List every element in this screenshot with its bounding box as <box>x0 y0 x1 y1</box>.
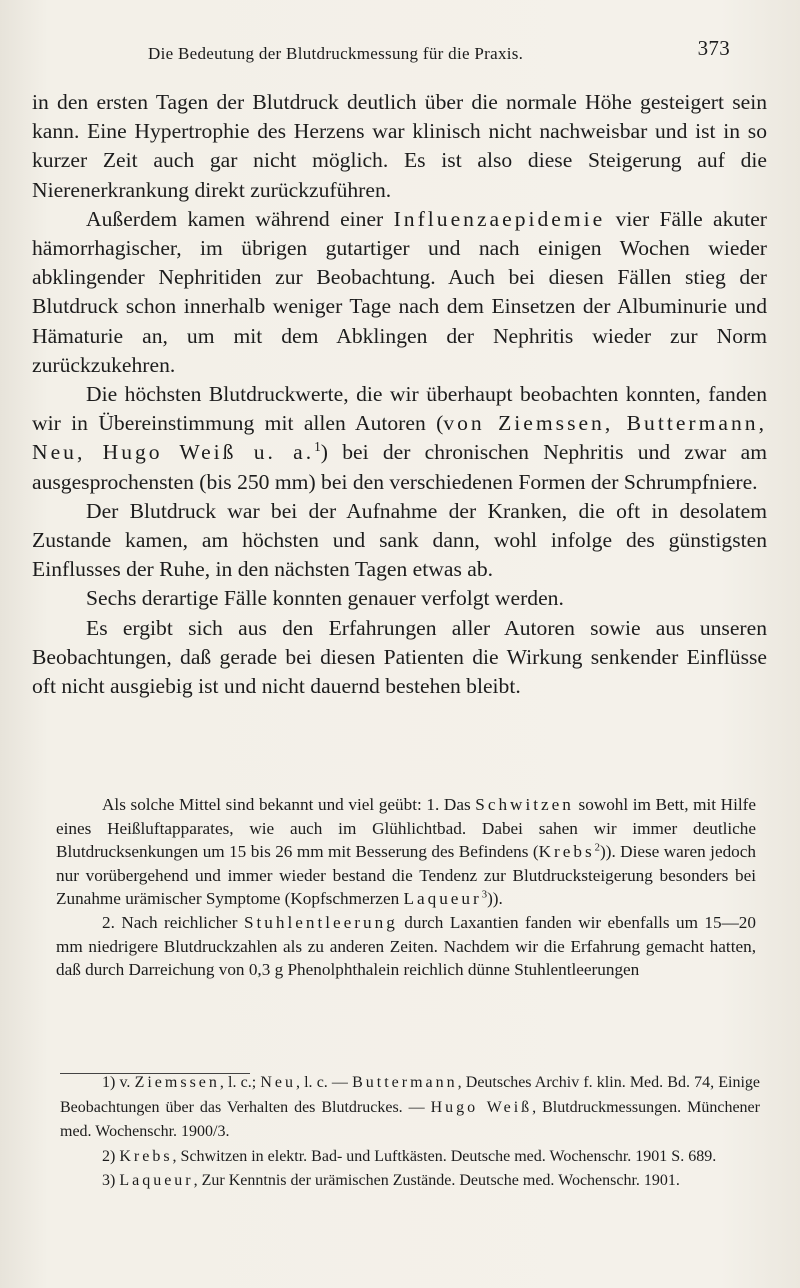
footnote-1 <box>60 1071 760 1145</box>
small-paragraph-1-text-c: )). Diese waren jedoch nur vorübergehend und immer wieder bestand die Tendenz zur Blutdrucksteigerung besonders bei Zunahme urämischer Symptome (Kopfschmerzen <box>56 842 756 909</box>
footnote-1-mark: 1) v. <box>102 1074 135 1091</box>
paragraph-6-text: Es ergibt sich aus den Erfahrungen aller Autoren sowie aus unseren Beobachtungen, daß gerade bei diesen Patienten die Wirkung senkender Einflüsse oft nicht ausgiebig ist und nicht dauernd bestehen bleibt. <box>32 615 767 699</box>
footnote-1-author-c: Buttermann <box>352 1074 458 1091</box>
author-laqueur: Laqueur <box>403 889 482 909</box>
schwitzen-term: Schwitzen <box>475 795 574 814</box>
paragraph-2-text-a: Außerdem kamen während einer <box>86 206 394 231</box>
main-text <box>32 88 767 701</box>
paragraph-2 <box>32 205 767 380</box>
small-paragraph-1 <box>56 793 756 911</box>
influenzaepidemie-term: Influenzaepidemie <box>393 206 606 231</box>
footnote-ref-1: 1 <box>314 439 321 455</box>
footnote-1-text-d: , Blutdruckmessungen. Münchener med. Wochenschr. 1900/3. <box>60 1098 760 1141</box>
author-krebs: Krebs <box>538 842 595 862</box>
footnote-2-mark: 2) <box>102 1147 120 1165</box>
footnote-ref-3: 3 <box>481 889 488 901</box>
small-paragraph-2 <box>56 911 756 982</box>
footnote-1-author-b: Neu <box>260 1074 296 1091</box>
footnote-3-mark: 3) <box>102 1172 120 1190</box>
small-paragraph-1-text-b: sowohl im Bett, mit Hilfe eines Heißluftapparates, wie auch im Glühlichtbad. Dabei sahen wir immer deutliche Blutdrucksenkungen um 15 bis 26 mm mit Besserung des Befindens ( <box>56 795 756 862</box>
paragraph-6 <box>32 614 767 702</box>
small-paragraph-2-text-b: durch Laxantien fanden wir ebenfalls um 15—20 mm niedrigere Blutdruckzahlen als zu anderen Zeiten. Nachdem wir die Erfahrung gemacht hatten, daß durch Darreichung von 0,3 g Phenolphthalein reichlich dünne Stuhlentleerungen <box>56 912 756 980</box>
footnote-2 <box>60 1145 760 1170</box>
footnote-3 <box>60 1169 760 1194</box>
stuhlentleerung-term: Stuhlentleerung <box>243 912 398 932</box>
small-paragraph-1-text-a: Als solche Mittel sind bekannt und viel geübt: 1. Das <box>102 795 476 814</box>
paragraph-3-text-b: ) bei der chronischen Nephritis und zwar am ausgesprochensten (bis 250 mm) bei den verschiedenen Formen der Schrumpfniere. <box>32 440 767 494</box>
footnote-1-author-d: Hugo Weiß <box>430 1098 533 1116</box>
footnote-1-author-a: Ziemssen <box>134 1074 220 1091</box>
small-paragraph-1-text-d: )). <box>487 889 503 909</box>
footnote-3-text: , Zur Kenntnis der urämischen Zustände. Deutsche med. Wochenschr. 1901. <box>193 1172 680 1190</box>
paragraph-1 <box>32 88 767 205</box>
page-header <box>148 36 760 66</box>
footnote-2-author: Krebs <box>119 1147 173 1165</box>
paragraph-5 <box>32 584 767 613</box>
footnote-1-text-c: , Deutsches Archiv f. klin. Med. Bd. 74, Einige Beobachtungen über das Verhalten des Blutdruckes. — <box>60 1074 761 1116</box>
paragraph-2-text-b: vier Fälle akuter hämorrhagischer, im übrigen gutartiger und nach einigen Wochen wieder abklingender Nephritiden zur Beobachtung. Auch bei diesen Fällen stieg der Blutdruck schon innerhalb weniger Tage nach dem Einsetzen der Albuminurie und Hämaturie an, um mit dem Abklingen der Nephritis wieder zur Norm zurückzukehren. <box>32 206 768 377</box>
footnote-1-text-a: , l. c.; <box>219 1074 261 1091</box>
paragraph-3 <box>32 380 767 497</box>
footnotes <box>60 1071 760 1194</box>
author-names: von Ziemssen, Buttermann, Neu, Hugo Weiß u. a. <box>32 411 767 465</box>
paragraph-4 <box>32 497 767 585</box>
footnote-3-author: Laqueur <box>119 1172 194 1190</box>
small-paragraph-2-text-a: 2. Nach reichlicher <box>102 912 244 932</box>
paragraph-1-text: in den ersten Tagen der Blutdruck deutlich über die normale Höhe gesteigert sein kann. Eine Hypertrophie des Herzens war klinisch nicht nachweisbar und ist in so kurzer Zeit auch gar nicht möglich. Es ist also diese Steigerung auf die Nierenerkrankung direkt zurückzuführen. <box>32 90 767 202</box>
paragraph-3-text-a: Die höchsten Blutdruckwerte, die wir überhaupt beobachten konnten, fanden wir in Übereinstimmung mit allen Autoren ( <box>32 382 767 436</box>
paragraph-4-text: Der Blutdruck war bei der Aufnahme der Kranken, die oft in desolatem Zustande kamen, am höchsten und sank dann, wohl infolge des günstigsten Einflusses der Ruhe, in den nächsten Tagen etwas ab. <box>32 498 767 582</box>
paragraph-5-text: Sechs derartige Fälle konnten genauer verfolgt werden. <box>86 586 564 611</box>
footnote-ref-2: 2 <box>594 842 600 854</box>
page-number: 373 <box>697 36 730 60</box>
footnote-2-text: , Schwitzen in elektr. Bad- und Luftkästen. Deutsche med. Wochenschr. 1901 S. 689. <box>172 1147 717 1165</box>
small-print-section <box>56 793 756 982</box>
running-title: Die Bedeutung der Blutdruckmessung für die Praxis. <box>148 44 524 63</box>
footnote-1-text-b: , l. c. — <box>295 1074 353 1091</box>
